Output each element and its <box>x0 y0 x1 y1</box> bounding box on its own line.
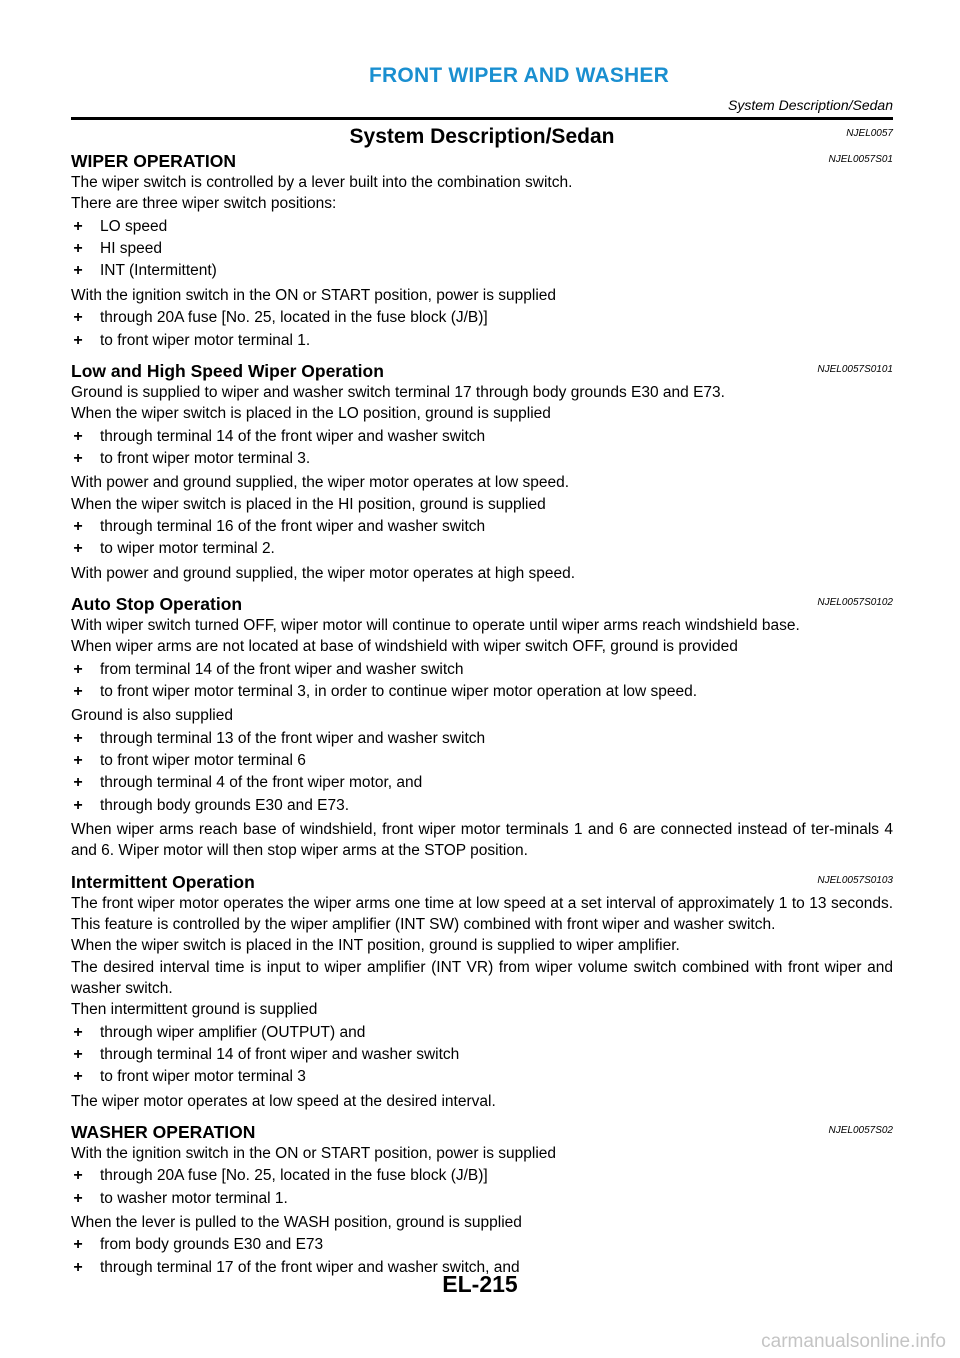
bullet-list <box>71 307 893 351</box>
list-item <box>71 307 893 328</box>
list-item <box>71 795 893 816</box>
section-title <box>71 124 893 150</box>
list-item-text: INT (Intermittent) <box>100 262 217 280</box>
bullet-icon: + <box>73 1068 83 1086</box>
list-item <box>71 1188 893 1209</box>
wiper-operation-code: NJEL0057S01 <box>828 154 893 165</box>
list-item <box>71 538 893 559</box>
bullet-icon: + <box>73 240 83 258</box>
bullet-icon: + <box>73 449 83 467</box>
list-item <box>71 750 893 771</box>
wiper-operation-heading <box>71 150 893 172</box>
paragraph: When the lever is pulled to the WASH position, ground is supplied <box>71 1214 522 1232</box>
bullet-icon: + <box>73 309 83 327</box>
bullet-icon: + <box>73 331 83 349</box>
bullet-icon: + <box>73 1189 83 1207</box>
paragraph: With the ignition switch in the ON or START position, power is supplied <box>71 286 557 304</box>
list-item-text: from terminal 14 of the front wiper and washer switch <box>100 660 464 678</box>
list-item <box>71 426 893 447</box>
spacer <box>71 351 893 360</box>
bullet-list <box>71 426 893 470</box>
list-item-text: through body grounds E30 and E73. <box>100 796 350 814</box>
bullet-icon: + <box>73 774 83 792</box>
paragraph: The wiper motor operates at low speed at the desired interval. <box>71 1092 496 1110</box>
list-item <box>71 772 893 793</box>
list-item-text: through terminal 16 of the front wiper and washer switch <box>100 517 486 535</box>
paragraph: With the ignition switch in the ON or START position, power is supplied <box>71 1144 557 1162</box>
bullet-icon: + <box>73 660 83 678</box>
paragraph: Ground is also supplied <box>71 707 233 725</box>
bullet-icon: + <box>73 427 83 445</box>
list-item-text: through 20A fuse [No. 25, located in the fuse block (J/B)] <box>100 1167 488 1185</box>
washer-operation-heading-text: WASHER OPERATION <box>71 1121 256 1142</box>
paragraph: With wiper switch turned OFF, wiper motor will continue to operate until wiper arms reach windshield base. <box>71 616 800 634</box>
bullet-list <box>71 516 893 560</box>
paragraph: When wiper arms reach base of windshield, front wiper motor terminals 1 and 6 are connected instead of ter-minals 4 and 6. Wiper motor will then stop wiper arms at the STOP position. <box>71 821 893 860</box>
paragraph: When the wiper switch is placed in the INT position, ground is supplied to wiper amplifier. <box>71 937 680 955</box>
list-item <box>71 1165 893 1186</box>
header-divider <box>71 117 893 120</box>
bullet-icon: + <box>73 1045 83 1063</box>
bullet-icon: + <box>73 1236 83 1254</box>
list-item <box>71 238 893 259</box>
list-item-text: through terminal 14 of the front wiper and washer switch <box>100 427 486 445</box>
list-item-text: through terminal 13 of the front wiper and washer switch <box>100 729 486 747</box>
paragraph: When the wiper switch is placed in the HI position, ground is supplied <box>71 495 546 513</box>
spacer <box>71 584 893 593</box>
list-item <box>71 516 893 537</box>
list-item <box>71 260 893 281</box>
paragraph: The front wiper motor operates the wiper arms one time at low speed at a set interval of approximately 1 to 13 seconds. This feature is controlled by the wiper amplifier (INT SW) combined with front wiper and washer switch. <box>71 894 893 934</box>
washer-operation-code: NJEL0057S02 <box>828 1124 893 1136</box>
list-item-text: HI speed <box>100 240 163 258</box>
list-item-text: to front wiper motor terminal 1. <box>100 331 311 349</box>
auto-stop-code: NJEL0057S0102 <box>817 596 893 608</box>
spacer <box>71 862 893 871</box>
list-item <box>71 1234 893 1255</box>
list-item-text: through terminal 14 of front wiper and washer switch <box>100 1045 460 1063</box>
bullet-icon: + <box>73 752 83 770</box>
list-item <box>71 216 893 237</box>
intermittent-heading-text: Intermittent Operation <box>71 871 255 892</box>
bullet-list <box>71 1165 893 1209</box>
bullet-icon: + <box>73 682 83 700</box>
intermittent-heading <box>71 871 893 893</box>
wiper-operation-heading-text: WIPER OPERATION <box>71 151 236 171</box>
watermark-link[interactable]: carmanualsonline.info <box>761 1331 946 1352</box>
page-number: EL-215 <box>442 1271 518 1297</box>
section-title-text: System Description/Sedan <box>349 125 615 148</box>
list-item <box>71 728 893 749</box>
list-item <box>71 330 893 351</box>
list-item-text: to front wiper motor terminal 3. <box>100 449 311 467</box>
bullet-list <box>71 216 893 282</box>
main-content <box>71 124 893 1278</box>
list-item <box>71 681 893 702</box>
paragraph: There are three wiper switch positions: <box>71 195 337 213</box>
paragraph: Ground is supplied to wiper and washer switch terminal 17 through body grounds E30 and E73. <box>71 383 725 401</box>
list-item-text: to wiper motor terminal 2. <box>100 540 275 558</box>
paragraph: When wiper arms are not located at base of windshield with wiper switch OFF, ground is provided <box>71 638 738 656</box>
list-item <box>71 659 893 680</box>
auto-stop-heading <box>71 593 893 615</box>
bullet-list <box>71 728 893 816</box>
paragraph: With power and ground supplied, the wiper motor operates at high speed. <box>71 564 576 582</box>
bullet-icon: + <box>73 262 83 280</box>
paragraph: With power and ground supplied, the wiper motor operates at low speed. <box>71 474 570 492</box>
list-item <box>71 1022 893 1043</box>
bullet-icon: + <box>73 729 83 747</box>
header-title: FRONT WIPER AND WASHER <box>369 64 669 87</box>
paragraph: Then intermittent ground is supplied <box>71 1001 318 1019</box>
list-item-text: to washer motor terminal 1. <box>100 1189 288 1207</box>
list-item-text: through terminal 4 of the front wiper motor, and <box>100 774 423 792</box>
list-item-text: through 20A fuse [No. 25, located in the fuse block (J/B)] <box>100 309 488 327</box>
bullet-icon: + <box>73 1023 83 1041</box>
list-item-text: LO speed <box>100 217 168 235</box>
paragraph: When the wiper switch is placed in the LO position, ground is supplied <box>71 405 551 423</box>
list-item-text: from body grounds E30 and E73 <box>100 1236 324 1254</box>
intermittent-code: NJEL0057S0103 <box>817 874 893 886</box>
list-item <box>71 1066 893 1087</box>
bullet-icon: + <box>73 517 83 535</box>
header-subtitle: System Description/Sedan <box>728 97 893 113</box>
low-high-code: NJEL0057S0101 <box>817 363 893 375</box>
bullet-icon: + <box>73 1258 83 1276</box>
list-item-text: through terminal 17 of the front wiper and washer switch, and <box>100 1258 520 1276</box>
paragraph: The desired interval time is input to wiper amplifier (INT VR) from wiper volume switch combined with front wiper and washer switch. <box>71 958 893 997</box>
paragraph: The wiper switch is controlled by a lever built into the combination switch. <box>71 174 573 191</box>
low-high-heading-text: Low and High Speed Wiper Operation <box>71 360 384 381</box>
list-item-text: through wiper amplifier (OUTPUT) and <box>100 1023 366 1041</box>
bullet-icon: + <box>73 796 83 814</box>
bullet-icon: + <box>73 1167 83 1185</box>
list-item-text: to front wiper motor terminal 6 <box>100 752 306 770</box>
bullet-icon: + <box>73 540 83 558</box>
low-high-heading <box>71 360 893 382</box>
bullet-list <box>71 1022 893 1088</box>
list-item-text: to front wiper motor terminal 3 <box>100 1068 306 1086</box>
list-item-text: to front wiper motor terminal 3, in order to continue wiper motor operation at low speed. <box>100 682 698 700</box>
spacer <box>71 1112 893 1121</box>
section-code: NJEL0057 <box>846 128 893 139</box>
bullet-list <box>71 659 893 703</box>
list-item <box>71 1044 893 1065</box>
bullet-icon: + <box>73 217 83 235</box>
list-item <box>71 448 893 469</box>
auto-stop-heading-text: Auto Stop Operation <box>71 593 243 614</box>
washer-operation-heading <box>71 1121 893 1143</box>
